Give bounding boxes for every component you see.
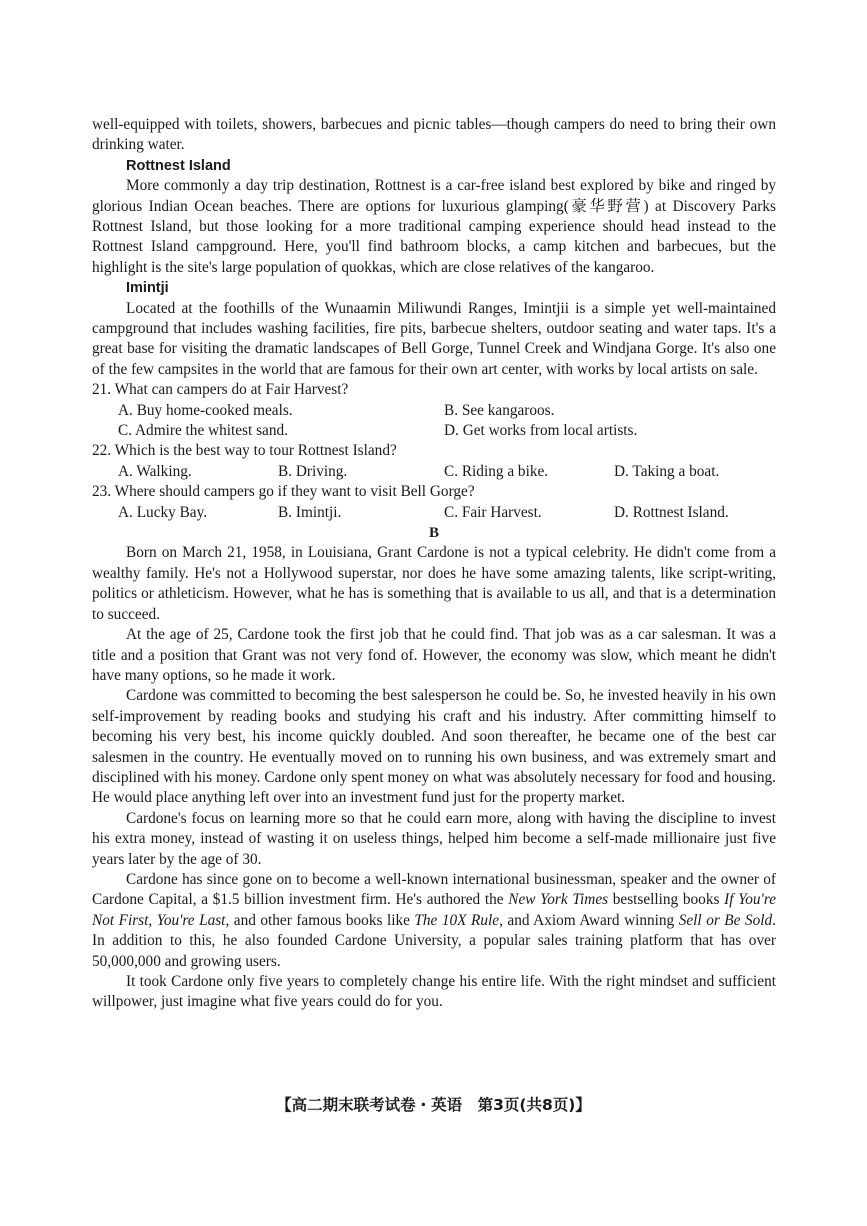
rottnest-heading: Rottnest Island	[126, 157, 231, 174]
p5-text-a: Cardone has since gone on to become a well-known international businessman, speaker and the owner of Cardone Capital, a $1.5 billion investment firm. He's authored the	[92, 870, 776, 909]
imintji-heading: Imintji	[126, 280, 169, 297]
imintji-paragraph: Located at the foothills of the Wunaamin Miliwundi Ranges, Imintjii is a simple yet well-maintained campground that includes washing facilities, fire pits, barbecue shelters, outdoor seating and water taps. It's a great base for visiting the dramatic landscapes of Bell Gorge, Tunnel Creek and Windjana Gorge. It's also one of the few campsites in the world that are famous for their own art center, with works by local artists on sale.	[92, 299, 776, 378]
question-22-stem: 22. Which is the best way to tour Rottnest Island?	[92, 442, 397, 460]
p5-text-e: . In addition to this, he also founded Cardone University, a popular sales training platform that has over 50,000,000 and growing users.	[92, 911, 776, 970]
question-23-option-a: A. Lucky Bay.	[118, 503, 208, 521]
question-22-option-d: D. Taking a boat.	[614, 462, 720, 480]
page-footer: 【高二期末联考试卷・英语 第3页(共8页)】	[276, 1096, 591, 1114]
section-b-label: B	[428, 525, 439, 542]
passage-b-paragraph-4: Cardone's focus on learning more so that he could earn more, along with having the discipline to invest his extra money, instead of wasting it on useless things, helped him become a self-made millionaire just five years later by the age of 30.	[92, 809, 776, 868]
question-21-option-d: D. Get works from local artists.	[444, 422, 638, 440]
question-23-option-b: B. Imintji.	[278, 503, 342, 521]
question-21-option-a: A. Buy home-cooked meals.	[118, 401, 293, 419]
document-page	[92, 115, 776, 1013]
passage-b-paragraph-6: It took Cardone only five years to completely change his entire life. With the right mindset and sufficient willpower, just imagine what five years could do for you.	[92, 973, 776, 1011]
p5-text-b: bestselling books	[608, 891, 725, 909]
p5-text-d: , and Axiom Award winning	[499, 911, 679, 929]
p5-text-c: , and other famous books like	[225, 911, 415, 929]
book-title-10x-rule: The 10X Rule	[414, 911, 500, 929]
intro-paragraph: well-equipped with toilets, showers, barbecues and picnic tables—though campers do need to bring their own drinking water.	[92, 116, 776, 154]
question-23-option-c: C. Fair Harvest.	[444, 503, 542, 521]
question-22-option-a: A. Walking.	[118, 462, 192, 480]
question-23-stem: 23. Where should campers go if they want to visit Bell Gorge?	[92, 483, 475, 501]
question-21-options-row-2	[92, 421, 776, 441]
question-23-option-d: D. Rottnest Island.	[614, 503, 729, 521]
passage-b-paragraph-5	[92, 870, 776, 972]
passage-b-paragraph-2: At the age of 25, Cardone took the first job that he could find. That job was as a car salesman. It was a title and a position that Grant was not very fond of. However, the economy was slow, which meant he didn't have many options, so he made it work.	[92, 626, 776, 684]
question-21-option-c: C. Admire the whitest sand.	[118, 422, 288, 440]
book-title-nyt: New York Times	[508, 891, 609, 909]
question-21-option-b: B. See kangaroos.	[444, 401, 555, 419]
question-21-stem: 21. What can campers do at Fair Harvest?	[92, 381, 349, 399]
passage-b-paragraph-1: Born on March 21, 1958, in Louisiana, Grant Cardone is not a typical celebrity. He didn't come from a wealthy family. He's not a Hollywood superstar, nor does he have some amazing talents, like script-writing, politics or athleticism. However, what he has is something that is available to us all, and that is a determination to succeed.	[92, 544, 776, 623]
question-23-options	[92, 503, 776, 523]
question-22-option-c: C. Riding a bike.	[444, 462, 549, 480]
rottnest-paragraph: More commonly a day trip destination, Rottnest is a car-free island best explored by bike and ringed by glorious Indian Ocean beaches. There are options for luxurious glamping(豪华野营) at Discovery Parks Rottnest Island, but those looking for a more traditional camping experience should head instead to the Rottnest Island campground. Here, you'll find bathroom blocks, a camp kitchen and barbecues, but the highlight is the site's large population of quokkas, which are close relatives of the kangaroo.	[92, 177, 776, 276]
passage-b-paragraph-3: Cardone was committed to becoming the best salesperson he could be. So, he invested heavily in his own self-improvement by reading books and studying his craft and his industry. After committing himself to becoming his very best, his income quickly doubled. And soon thereafter, he became one of the best car salesmen in the country. He eventually moved on to running his own business, and was extremely smart and disciplined with his money. Cardone only spent money on what was absolutely necessary for food and housing. He would place anything left over into an investment fund just for the property market.	[92, 687, 776, 807]
book-title-sell-or-be-sold: Sell or Be Sold	[678, 911, 773, 929]
question-21-options-row-1	[92, 401, 776, 421]
question-22-options	[92, 462, 776, 482]
question-22-option-b: B. Driving.	[278, 462, 348, 480]
book-title-first-last: If You're Not First, You're Last	[92, 891, 777, 929]
